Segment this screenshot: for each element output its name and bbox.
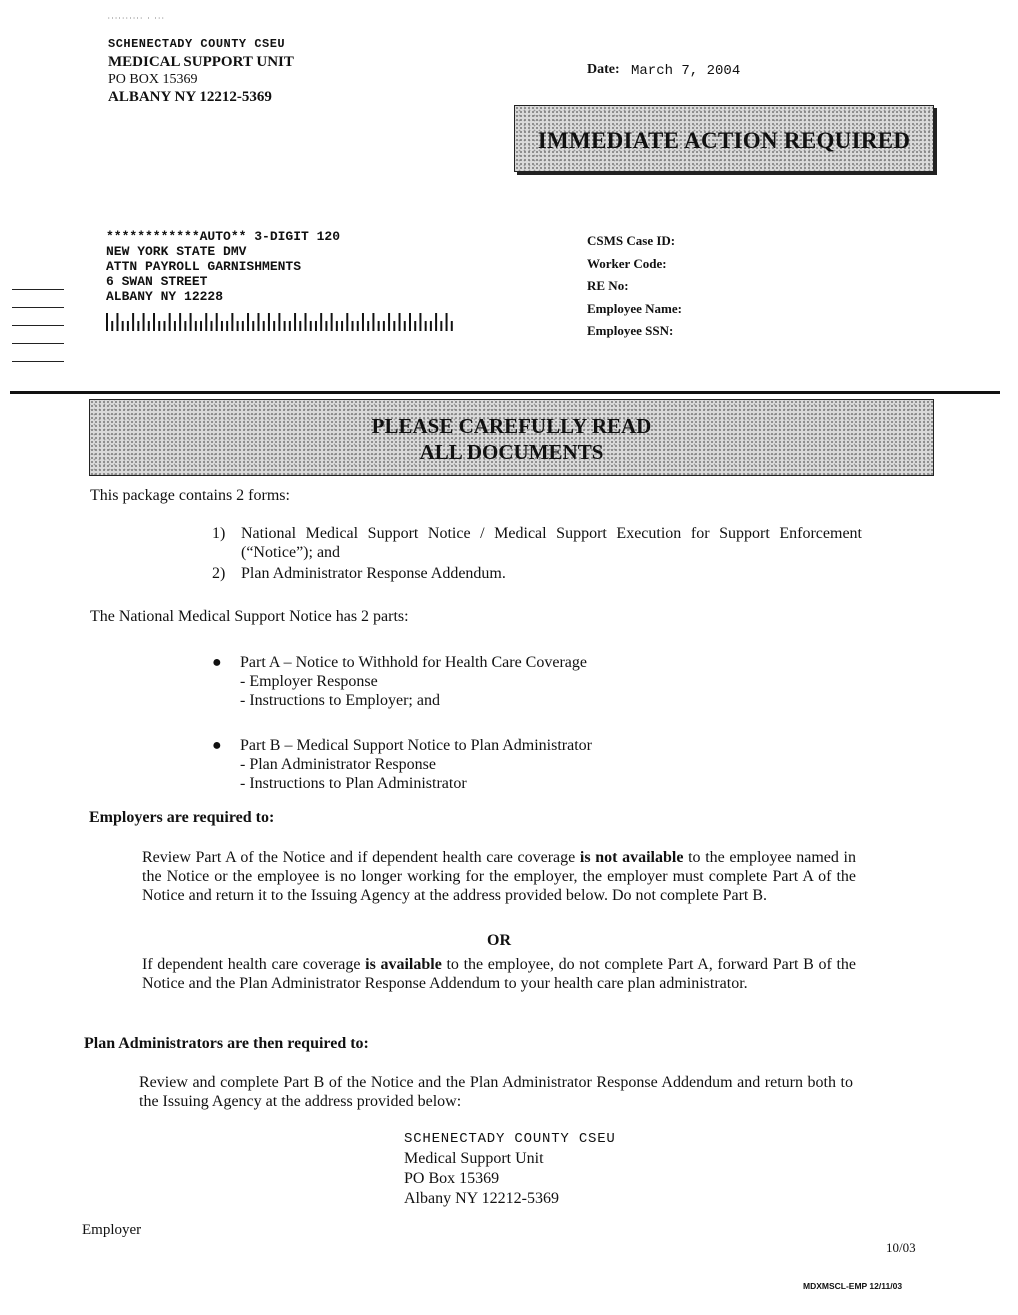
employee-name-label: Employee Name: [587, 300, 682, 316]
immediate-action-text: IMMEDIATE ACTION REQUIRED [537, 128, 911, 153]
part-a-sub-1: - Employer Response [240, 673, 378, 690]
recipient-line-5: ALBANY NY 12228 [106, 289, 224, 304]
employee-ssn-label: Employee SSN: [587, 323, 674, 338]
barcode-bar [341, 321, 343, 331]
part-b-title: Part B – Medical Support Notice to Plan Administrator [240, 737, 592, 754]
or-separator: OR [487, 932, 511, 949]
barcode-bar [106, 313, 108, 331]
employers-p2-text-a: If dependent health care coverage [142, 956, 366, 973]
part-a-block [212, 653, 672, 710]
sender-line-2: MEDICAL SUPPORT UNIT [108, 53, 294, 70]
read-banner-line-2: ALL DOCUMENTS [419, 440, 604, 464]
barcode-bar [179, 313, 181, 331]
list-text: National Medical Support Notice / Medical Support Execution for Support Enforcement (“Notice”); and [241, 525, 862, 561]
case-fields [587, 230, 682, 343]
barcode-bar [132, 313, 134, 331]
barcode-bar [419, 313, 421, 331]
read-carefully-banner [89, 399, 934, 476]
barcode-bar [111, 321, 113, 331]
barcode-bar [195, 321, 197, 331]
date-label: Date: [587, 62, 620, 77]
return-address-line-3: PO Box 15369 [404, 1170, 500, 1187]
barcode-bar [252, 321, 254, 331]
barcode-bar [440, 321, 442, 331]
employers-paragraph-2 [142, 955, 856, 993]
barcode-bar [122, 321, 124, 331]
barcode-bar [184, 321, 186, 331]
barcode-bar [263, 321, 265, 331]
barcode-bar [388, 313, 390, 331]
barcode-bar [294, 313, 296, 331]
barcode-bar [310, 321, 312, 331]
barcode-bar [268, 313, 270, 331]
barcode-bar [278, 313, 280, 331]
barcode-bar [273, 321, 275, 331]
employers-p1-text-a: Review Part A of the Notice and if dependent health care coverage [142, 849, 580, 866]
footer-form-code: MDXMSCL-EMP 12/11/03 [803, 1281, 903, 1291]
barcode-bar [451, 321, 453, 331]
barcode-bar [221, 321, 223, 331]
barcode-bar [200, 321, 202, 331]
barcode-bar [237, 321, 239, 331]
section-divider [10, 391, 1000, 394]
barcode-bar [446, 313, 448, 331]
plan-admins-paragraph: Review and complete Part B of the Notice and the Plan Administrator Response Addendum and return both to the Issuing Agency at the address provided below: [139, 1074, 853, 1110]
forms-list-item [212, 524, 862, 562]
barcode-bar [143, 313, 145, 331]
footer-revision: 10/03 [886, 1240, 916, 1255]
barcode-bar [289, 321, 291, 331]
barcode-bar [153, 313, 155, 331]
sender-address [108, 36, 294, 106]
barcode-bar [320, 313, 322, 331]
barcode-bar [378, 321, 380, 331]
barcode-bar [352, 321, 354, 331]
scan-mark: ·········· · ··· [107, 15, 165, 22]
return-address [404, 1129, 616, 1209]
barcode-bar [393, 321, 395, 331]
immediate-action-banner [514, 105, 934, 172]
recipient-line-3: ATTN PAYROLL GARNISHMENTS [106, 259, 302, 274]
barcode-bar [299, 321, 301, 331]
barcode-bar [284, 321, 286, 331]
barcode-bar [210, 321, 212, 331]
barcode-bar [346, 313, 348, 331]
barcode-bar [409, 313, 411, 331]
forms-list-item [212, 564, 862, 583]
package-intro: This package contains 2 forms: [90, 487, 290, 504]
re-no-label: RE No: [587, 278, 629, 293]
return-address-line-1: SCHENECTADY COUNTY CSEU [404, 1131, 616, 1147]
margin-ticks [12, 289, 64, 379]
postal-barcode [106, 313, 456, 331]
barcode-bar [158, 321, 160, 331]
worker-code-label: Worker Code: [587, 255, 667, 271]
barcode-bar [190, 313, 192, 331]
read-banner-line-1: PLEASE CAREFULLY READ [371, 414, 652, 438]
barcode-bar [331, 313, 333, 331]
sender-line-1: SCHENECTADY COUNTY CSEU [108, 37, 286, 51]
part-a-sub-2: - Instructions to Employer; and [240, 692, 440, 709]
csms-case-id-label: CSMS Case ID: [587, 233, 676, 248]
employers-paragraph-1 [142, 848, 856, 905]
barcode-bar [362, 313, 364, 331]
barcode-bar [383, 321, 385, 331]
barcode-bar [247, 313, 249, 331]
barcode-bar [242, 321, 244, 331]
return-address-line-2: Medical Support Unit [404, 1150, 544, 1167]
employers-p1-text-b: to the employee named in the Notice or the employee is no longer working for the employer, the employer must complete Part A of the Notice and return it to the Issuing Agency at the address provided below. Do not complete Part B. [142, 849, 857, 904]
recipient-address [106, 229, 340, 304]
return-address-line-4: Albany NY 12212-5369 [404, 1190, 559, 1207]
barcode-bar [231, 313, 233, 331]
barcode-bar [137, 321, 139, 331]
recipient-line-4: 6 SWAN STREET [106, 274, 208, 289]
barcode-bar [425, 321, 427, 331]
barcode-bar [216, 313, 218, 331]
recipient-line-1: ************AUTO** 3-DIGIT 120 [106, 229, 341, 244]
barcode-bar [305, 313, 307, 331]
part-b-sub-1: - Plan Administrator Response [240, 756, 436, 773]
barcode-bar [367, 321, 369, 331]
employers-heading: Employers are required to: [89, 809, 275, 826]
employers-p1-bold: is not available [579, 849, 684, 866]
list-text: Plan Administrator Response Addendum. [241, 565, 506, 582]
read-carefully-text [90, 413, 933, 465]
barcode-bar [336, 321, 338, 331]
date-value: March 7, 2004 [631, 63, 741, 79]
part-b-sub-2: - Instructions to Plan Administrator [240, 775, 467, 792]
barcode-bar [169, 313, 171, 331]
barcode-bar [372, 313, 374, 331]
employers-p2-text-b: to the employee, do not complete Part A, forward Part B of the Notice and the Plan Administrator Response Addendum to your health care plan administrator. [142, 956, 856, 992]
list-number: 2) [212, 565, 226, 582]
barcode-bar [163, 321, 165, 331]
barcode-bar [399, 313, 401, 331]
barcode-bar [116, 313, 118, 331]
barcode-bar [127, 321, 129, 331]
barcode-bar [257, 313, 259, 331]
barcode-bar [174, 321, 176, 331]
part-a-title: Part A – Notice to Withhold for Health Care Coverage [240, 654, 587, 671]
barcode-bar [315, 321, 317, 331]
plan-admins-heading: Plan Administrators are then required to: [84, 1035, 369, 1052]
footer-employer: Employer [82, 1222, 142, 1238]
sender-line-4: ALBANY NY 12212-5369 [108, 88, 272, 105]
notice-parts-intro: The National Medical Support Notice has 2 parts: [90, 608, 409, 625]
barcode-bar [404, 321, 406, 331]
barcode-bar [226, 321, 228, 331]
recipient-line-2: NEW YORK STATE DMV [106, 244, 247, 259]
barcode-bar [325, 321, 327, 331]
barcode-bar [148, 321, 150, 331]
barcode-bar [414, 321, 416, 331]
barcode-bar [435, 313, 437, 331]
bullet-icon: ● [212, 654, 222, 671]
part-b-block [212, 736, 672, 793]
bullet-icon: ● [212, 737, 222, 754]
list-number: 1) [212, 525, 226, 542]
sender-line-3: PO BOX 15369 [108, 72, 198, 87]
forms-list [212, 524, 862, 585]
barcode-bar [430, 321, 432, 331]
barcode-bar [205, 313, 207, 331]
employers-p2-bold: is available [365, 956, 442, 973]
barcode-bar [357, 321, 359, 331]
